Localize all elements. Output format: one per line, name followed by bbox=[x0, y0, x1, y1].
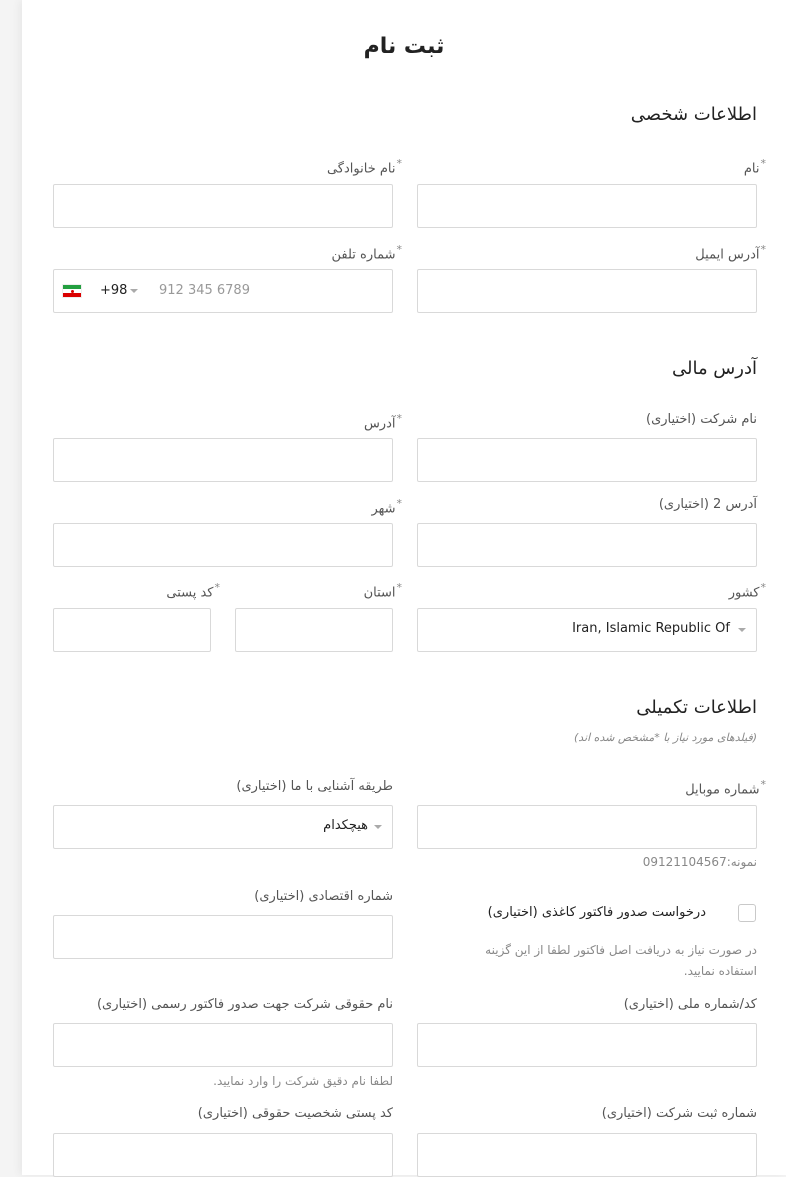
legal-postcode-label: کد پستی شخصیت حقوقی (اختیاری) bbox=[197, 1106, 393, 1121]
city-field[interactable] bbox=[53, 523, 393, 567]
phone-code: 98+ bbox=[100, 283, 128, 298]
last-name-label: *نام خانوادگی bbox=[326, 157, 402, 177]
national-id-label: کد/شماره ملی (اختیاری) bbox=[623, 997, 757, 1012]
email-label: *آدرس ایمیل bbox=[695, 243, 766, 263]
mobile-hint: نمونه:09121104567 bbox=[642, 855, 757, 869]
economic-code-input[interactable] bbox=[54, 916, 392, 958]
country-code-selector[interactable] bbox=[54, 270, 146, 312]
state-label: *استان bbox=[363, 581, 402, 601]
legal-name-input[interactable] bbox=[54, 1024, 392, 1066]
legal-name-field[interactable] bbox=[53, 1023, 393, 1067]
legal-name-hint: لطفا نام دقیق شرکت را وارد نمایید. bbox=[213, 1074, 393, 1088]
address-field[interactable] bbox=[53, 438, 393, 482]
chevron-down-icon bbox=[374, 825, 382, 829]
company-reg-field[interactable] bbox=[417, 1133, 757, 1177]
address2-field[interactable] bbox=[417, 523, 757, 567]
legal-postcode-field[interactable] bbox=[53, 1133, 393, 1177]
economic-code-field[interactable] bbox=[53, 915, 393, 959]
address-label: *آدرس bbox=[363, 412, 402, 432]
legal-postcode-input[interactable] bbox=[54, 1134, 392, 1176]
chevron-down-icon bbox=[130, 289, 138, 293]
first-name-label: *نام bbox=[743, 157, 766, 177]
section-title-personal: اطلاعات شخصی bbox=[630, 104, 757, 125]
paper-invoice-checkbox[interactable] bbox=[738, 904, 756, 922]
country-label: *کشور bbox=[728, 581, 766, 601]
mobile-input[interactable] bbox=[418, 806, 756, 848]
country-value: Iran, Islamic Republic Of bbox=[572, 621, 730, 636]
email-field[interactable] bbox=[417, 269, 757, 313]
legal-name-label: نام حقوقی شرکت جهت صدور فاکتور رسمی (اختیاری) bbox=[96, 997, 393, 1012]
address2-input[interactable] bbox=[418, 524, 756, 566]
section-title-billing: آدرس مالی bbox=[671, 358, 757, 379]
last-name-field[interactable] bbox=[53, 184, 393, 228]
referral-label: طریقه آشنایی با ما (اختیاری) bbox=[236, 779, 393, 794]
city-label: *شهر bbox=[371, 497, 402, 517]
address2-label: آدرس 2 (اختیاری) bbox=[658, 497, 757, 512]
email-input[interactable] bbox=[418, 270, 756, 312]
mobile-label: *شماره موبایل bbox=[685, 778, 766, 798]
economic-code-label: شماره اقتصادی (اختیاری) bbox=[254, 889, 393, 904]
postcode-input[interactable] bbox=[54, 609, 210, 651]
first-name-field[interactable] bbox=[417, 184, 757, 228]
postcode-label: *کد پستی bbox=[166, 581, 220, 601]
company-reg-input[interactable] bbox=[418, 1134, 756, 1176]
chevron-down-icon bbox=[738, 628, 746, 632]
phone-label: *شماره تلفن bbox=[331, 243, 402, 263]
referral-value: هیچکدام bbox=[323, 818, 368, 833]
paper-invoice-hint-line2: استفاده نمایید. bbox=[683, 964, 757, 978]
address-input[interactable] bbox=[54, 439, 392, 481]
company-reg-label: شماره ثبت شرکت (اختیاری) bbox=[601, 1106, 757, 1121]
company-input[interactable] bbox=[418, 439, 756, 481]
company-field[interactable] bbox=[417, 438, 757, 482]
city-input[interactable] bbox=[54, 524, 392, 566]
first-name-input[interactable] bbox=[418, 185, 756, 227]
national-id-input[interactable] bbox=[418, 1024, 756, 1066]
mobile-field[interactable] bbox=[417, 805, 757, 849]
referral-select[interactable] bbox=[53, 805, 393, 849]
iran-flag-icon bbox=[62, 284, 82, 298]
phone-field[interactable] bbox=[53, 269, 393, 313]
state-input[interactable] bbox=[236, 609, 392, 651]
company-label: نام شرکت (اختیاری) bbox=[646, 412, 757, 427]
last-name-input[interactable] bbox=[54, 185, 392, 227]
paper-invoice-hint-line1: در صورت نیاز به دریافت اصل فاکتور لطفا از این گزینه bbox=[485, 943, 757, 957]
phone-placeholder: 912 345 6789 bbox=[159, 283, 250, 298]
required-fields-note: (فیلدهای مورد نیاز با *مشخص شده اند) bbox=[574, 731, 757, 744]
section-title-extra: اطلاعات تکمیلی bbox=[636, 697, 757, 718]
page-title: ثبت نام bbox=[363, 34, 445, 59]
country-select[interactable] bbox=[417, 608, 757, 652]
national-id-field[interactable] bbox=[417, 1023, 757, 1067]
postcode-field[interactable] bbox=[53, 608, 211, 652]
registration-card bbox=[22, 0, 786, 1175]
state-field[interactable] bbox=[235, 608, 393, 652]
paper-invoice-label: درخواست صدور فاکتور کاغذی (اختیاری) bbox=[487, 905, 706, 920]
